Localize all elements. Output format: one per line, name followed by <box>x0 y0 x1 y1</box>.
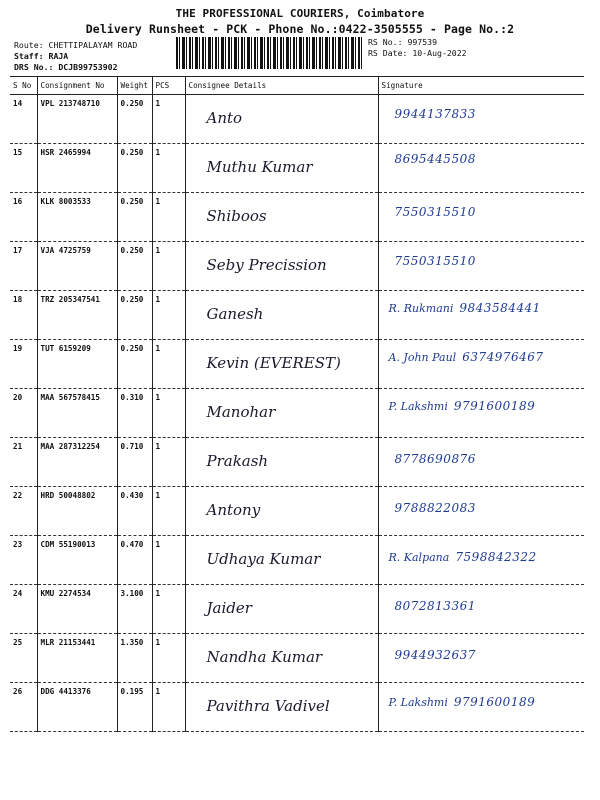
consignee-cell <box>185 438 378 487</box>
serial-number: 19 <box>10 340 37 389</box>
table-row <box>10 95 584 144</box>
serial-number: 17 <box>10 242 37 291</box>
serial-number: 14 <box>10 95 37 144</box>
signature <box>389 599 582 614</box>
pieces-count: 1 <box>152 487 185 536</box>
signer-name: P. Lakshmi <box>388 400 448 413</box>
consignment-number: MAA 567578415 <box>37 389 117 438</box>
signer-phone: 9843584441 <box>459 301 541 315</box>
pieces-count: 1 <box>152 242 185 291</box>
weight-value: 0.250 <box>117 144 152 193</box>
signature-cell <box>378 487 584 536</box>
consignee-name: Manohar <box>206 403 276 421</box>
serial-number: 16 <box>10 193 37 242</box>
rs-no-label: RS No.: <box>368 37 403 47</box>
barcode <box>176 37 362 69</box>
consignment-number: TUT 6159209 <box>37 340 117 389</box>
table-row <box>10 291 584 340</box>
pieces-count: 1 <box>152 389 185 438</box>
signer-phone: 9788822083 <box>394 501 476 515</box>
signature-cell <box>378 438 584 487</box>
signer-name: A. John Paul <box>388 351 457 364</box>
drs-label: DRS No.: <box>14 62 54 72</box>
table-row <box>10 193 584 242</box>
consignee-name: Jaider <box>206 599 252 617</box>
signature <box>389 107 582 122</box>
consignee-cell <box>185 291 378 340</box>
table-header-row <box>10 77 584 95</box>
delivery-table <box>10 76 584 732</box>
consignee-name: Antony <box>206 501 261 519</box>
pieces-count: 1 <box>152 95 185 144</box>
rs-date-label: RS Date: <box>368 48 408 58</box>
pieces-count: 1 <box>152 291 185 340</box>
consignment-number: MLR 21153441 <box>37 634 117 683</box>
col-pcs: PCS <box>152 77 185 95</box>
weight-value: 1.350 <box>117 634 152 683</box>
signature-cell <box>378 95 584 144</box>
weight-value: 0.250 <box>117 340 152 389</box>
table-row <box>10 487 584 536</box>
signature-cell <box>378 536 584 585</box>
weight-value: 0.250 <box>117 291 152 340</box>
consignee-cell <box>185 585 378 634</box>
pieces-count: 1 <box>152 536 185 585</box>
consignment-number: DDG 4413376 <box>37 683 117 732</box>
consignee-name: Ganesh <box>206 305 264 323</box>
col-sno: S No <box>10 77 37 95</box>
consignee-cell <box>185 144 378 193</box>
consignee-cell <box>185 683 378 732</box>
table-row <box>10 144 584 193</box>
consignee-name: Kevin (EVEREST) <box>206 354 341 372</box>
signer-phone: 7550315510 <box>394 254 476 268</box>
consignment-number: TRZ 205347541 <box>37 291 117 340</box>
route-value: CHETTIPALAYAM ROAD <box>48 40 138 50</box>
signature <box>389 301 582 316</box>
table-row <box>10 683 584 732</box>
table-row <box>10 242 584 291</box>
consignment-number: HSR 2465994 <box>37 144 117 193</box>
consignee-cell <box>185 95 378 144</box>
weight-value: 0.310 <box>117 389 152 438</box>
route-label: Route: <box>14 40 44 50</box>
consignment-number: KMU 2274534 <box>37 585 117 634</box>
serial-number: 23 <box>10 536 37 585</box>
signature-cell <box>378 193 584 242</box>
consignee-name: Pavithra Vadivel <box>206 697 330 715</box>
runsheet-title: Delivery Runsheet - PCK - Phone No.:0422-3505555 - Page No.:2 <box>85 22 515 36</box>
signature <box>389 501 582 516</box>
signature <box>389 452 582 467</box>
consignee-name: Prakash <box>206 452 269 470</box>
weight-value: 3.100 <box>117 585 152 634</box>
consignee-cell <box>185 634 378 683</box>
pieces-count: 1 <box>152 193 185 242</box>
col-weight: Weight <box>117 77 152 95</box>
table-row <box>10 340 584 389</box>
pieces-count: 1 <box>152 144 185 193</box>
col-consignment: Consignment No <box>37 77 117 95</box>
drs-line <box>14 62 118 72</box>
consignee-cell <box>185 340 378 389</box>
consignment-number: HRD 50048802 <box>37 487 117 536</box>
signer-name: R. Kalpana <box>388 551 450 564</box>
signer-phone: 7598842322 <box>455 550 537 564</box>
consignment-number: VJA 4725759 <box>37 242 117 291</box>
signer-name: P. Lakshmi <box>388 696 448 709</box>
weight-value: 0.470 <box>117 536 152 585</box>
serial-number: 20 <box>10 389 37 438</box>
table-row <box>10 585 584 634</box>
pieces-count: 1 <box>152 634 185 683</box>
signature <box>389 205 582 220</box>
consignee-name: Anto <box>206 109 243 127</box>
signature <box>389 350 582 365</box>
rs-no-value: 997539 <box>407 37 438 47</box>
serial-number: 21 <box>10 438 37 487</box>
route-line <box>14 40 137 50</box>
consignee-name: Seby Precission <box>206 256 327 274</box>
pieces-count: 1 <box>152 585 185 634</box>
consignment-number: VPL 213748710 <box>37 95 117 144</box>
consignee-cell <box>185 193 378 242</box>
rs-date-line <box>368 48 467 58</box>
weight-value: 0.250 <box>117 95 152 144</box>
signature <box>389 152 582 167</box>
consignee-cell <box>185 242 378 291</box>
staff-label: Staff: <box>14 51 44 61</box>
weight-value: 0.250 <box>117 242 152 291</box>
consignment-number: KLK 8003533 <box>37 193 117 242</box>
consignee-cell <box>185 487 378 536</box>
drs-value: DCJB99753902 <box>58 62 118 72</box>
serial-number: 15 <box>10 144 37 193</box>
pieces-count: 1 <box>152 340 185 389</box>
weight-value: 0.430 <box>117 487 152 536</box>
signature <box>389 648 582 663</box>
signer-phone: 9791600189 <box>453 399 536 413</box>
col-consignee: Consignee Details <box>185 77 378 95</box>
pieces-count: 1 <box>152 683 185 732</box>
table-row <box>10 634 584 683</box>
signature-cell <box>378 340 584 389</box>
signature <box>389 695 582 710</box>
serial-number: 22 <box>10 487 37 536</box>
weight-value: 0.710 <box>117 438 152 487</box>
signer-phone: 9791600189 <box>453 695 536 709</box>
consignee-name: Nandha Kumar <box>206 648 323 666</box>
signature-cell <box>378 144 584 193</box>
consignee-name: Udhaya Kumar <box>206 550 321 568</box>
table-row <box>10 536 584 585</box>
signature-cell <box>378 683 584 732</box>
col-signature: Signature <box>378 77 584 95</box>
signer-name: R. Rukmani <box>388 302 454 315</box>
consignee-cell <box>185 536 378 585</box>
signer-phone: 9944932637 <box>394 648 476 662</box>
staff-value: RAJA <box>48 51 69 61</box>
pieces-count: 1 <box>152 438 185 487</box>
signer-phone: 6374976467 <box>462 350 544 364</box>
table-row <box>10 389 584 438</box>
weight-value: 0.250 <box>117 193 152 242</box>
signer-phone: 8695445508 <box>394 152 476 166</box>
serial-number: 26 <box>10 683 37 732</box>
signature <box>389 254 582 269</box>
table-row <box>10 438 584 487</box>
consignment-number: MAA 287312254 <box>37 438 117 487</box>
signature-cell <box>378 389 584 438</box>
signer-phone: 8778690876 <box>394 452 476 466</box>
signature-cell <box>378 291 584 340</box>
signer-phone: 8072813361 <box>394 599 476 613</box>
signature <box>389 550 582 565</box>
signature-cell <box>378 242 584 291</box>
weight-value: 0.195 <box>117 683 152 732</box>
signer-phone: 7550315510 <box>394 205 476 219</box>
consignee-cell <box>185 389 378 438</box>
signature <box>389 399 582 414</box>
staff-line <box>14 51 68 61</box>
consignee-name: Shiboos <box>206 207 267 225</box>
consignee-name: Muthu Kumar <box>206 158 313 176</box>
company-title: THE PROFESSIONAL COURIERS, Coimbatore <box>175 7 425 20</box>
serial-number: 24 <box>10 585 37 634</box>
signature-cell <box>378 585 584 634</box>
signer-phone: 9944137833 <box>394 107 476 121</box>
signature-cell <box>378 634 584 683</box>
consignment-number: CDM 55190013 <box>37 536 117 585</box>
serial-number: 18 <box>10 291 37 340</box>
rs-date-value: 10-Aug-2022 <box>412 48 467 58</box>
rs-no-line <box>368 37 437 47</box>
serial-number: 25 <box>10 634 37 683</box>
